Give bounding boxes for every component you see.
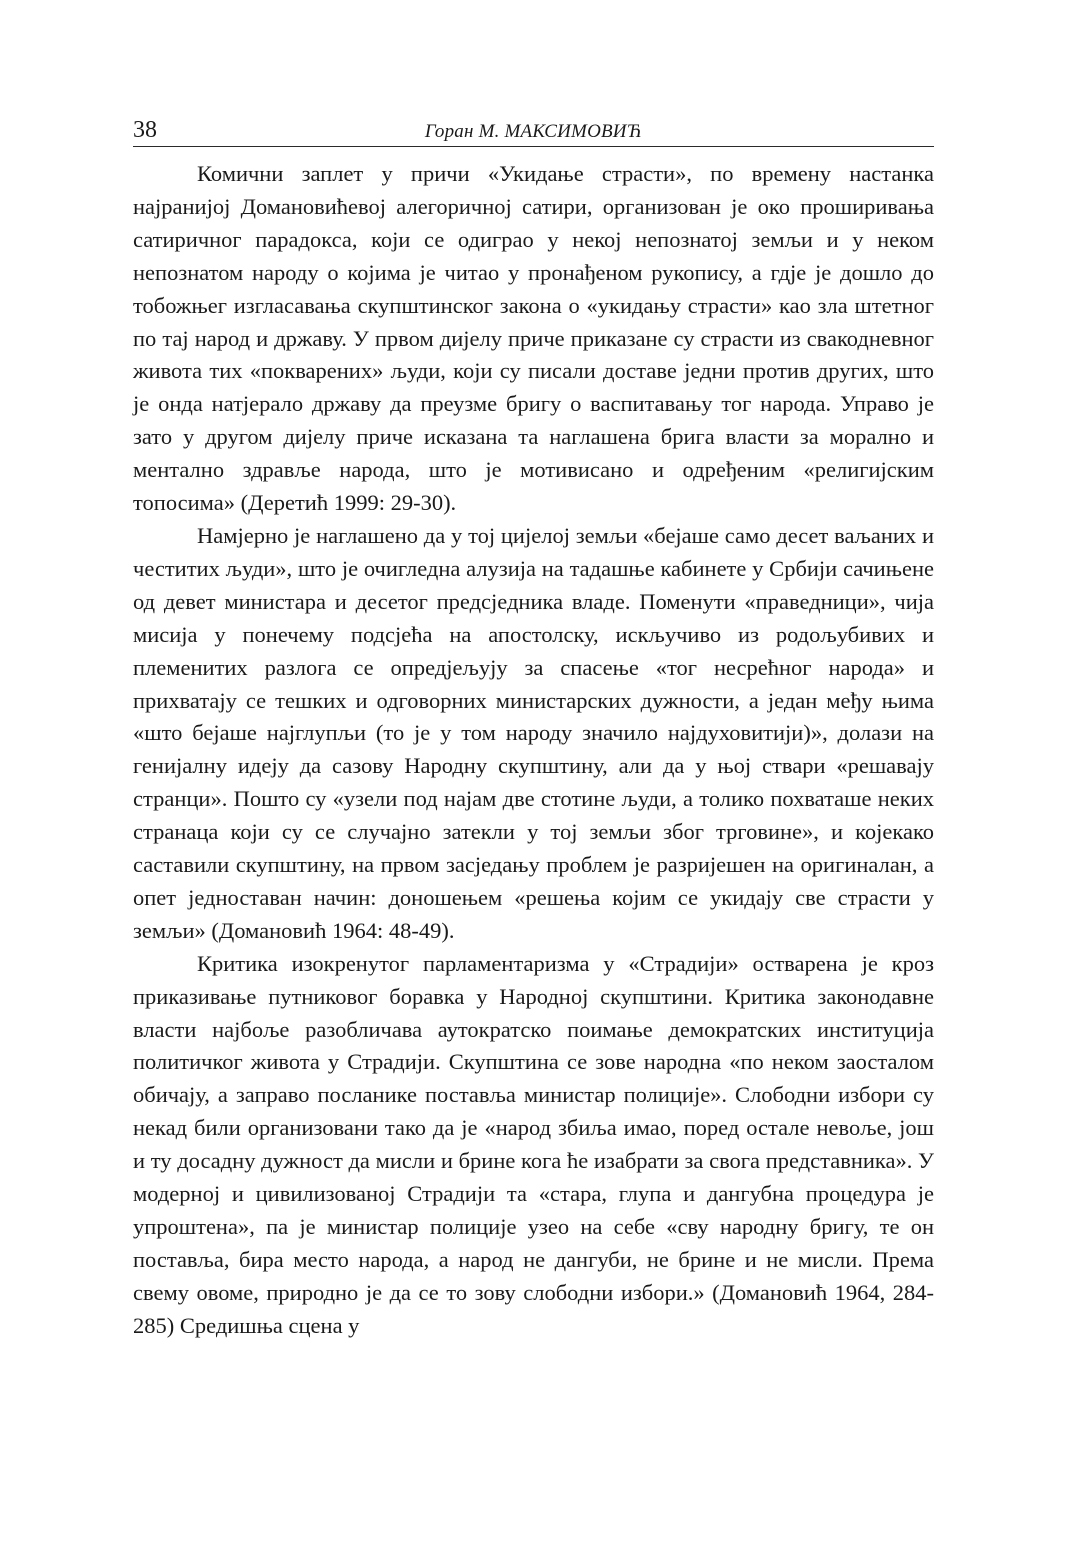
running-head: Горан М. МАКСИМОВИЋ	[424, 121, 643, 142]
page-header	[133, 112, 934, 147]
paragraph: Намјерно је наглашено да у тој цијелој земљи «бејаше само десет ваљаних и честитих људи», што је очигледна алузија на тадашње кабинете у Србији сачињене од девет министара и десетог предсједника владе. Поменути «праведници», чија мисија у понечему подсјећа на апостолску, искључиво из родољубивих и племенитих разлога се опредјељују за спасење «тог несрећног народа» и прихватају се тешких и одговорних министарских дужности, а један међу њима «што бејаше најглупљи (то је у том народу значило најдуховитији)», долази на генијалну идеју да сазову Народну скупштину, али да у њој ствари «решавају странци». Пошто су «узели под најам две стотине људи, а толико похваташе неких странаца који су се случајно затекли у тој земљи због трговине», и којекако саставили скупштину, на првом засједању проблем је разријешен на оригиналан, а опет једноставан начин: доношењем «решења којим се укидају све страсти у земљи» (Домановић 1964: 48-49).	[133, 522, 934, 943]
paragraph: Критика изокренутог парламентаризма у «Страдији» остварена је кроз приказивање путниковог боравка у Народној скупштини. Критика законодавне власти најбоље разобличава аутократско поимање демократских институција политичког живота у Страдији. Скупштина се зове народна «по неком заосталом обичају, а заправо посланике поставља министар полиције». Слободни избори су некад били организовани тако да је «народ збиља имао, поред остале невоље, још и ту досадну дужност да мисли и брине кога ће изабрати за свога представника». У модерној и цивилизованој Страдији та «стара, глупа и дангубна процедура је упроштена», па је министар полиције узео на себе «сву народну бригу, те он поставља, бира место народа, а народ не дангуби, не брине и не мисли. Према свему овоме, природно је да се то зову слободни избори.» (Домановић 1964, 284-285) Средишња сцена у	[133, 950, 934, 1338]
book-page	[133, 112, 934, 1343]
paragraph: Комични заплет у причи «Укидање страсти», по времену настанка најранијој Домановићевој алегоричној сатири, организован је око проширивања сатиричног парадокса, који се одиграо у некој непознатој земљи и у неком непознатом народу о којима је читао у пронађеном рукопису, а гдје је дошло до тобожњег изгласавања скупштинског закона о «укидању страсти» као зла штетног по тај народ и државу. У првом дијелу приче приказане су страсти из свакодневног живота тих «покварених» људи, који су писали доставе једни против других, што је онда натјерало државу да преузме бригу о васпитавању тог народа. Управо је зато у другом дијелу приче исказана та наглашена брига власти за морално и ментално здравље народа, што је мотивисано и одређеним «религијским топосима» (Деретић 1999: 29-30).	[133, 161, 934, 516]
page-number: 38	[133, 117, 157, 143]
body-text	[133, 158, 934, 1343]
